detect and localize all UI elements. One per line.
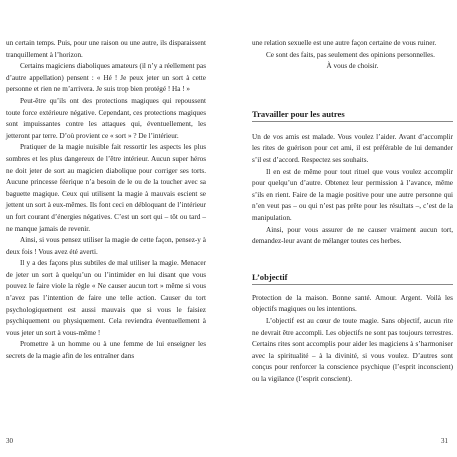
- section-heading: L’objectif: [252, 271, 288, 282]
- page-number-left: 30: [6, 437, 13, 445]
- paragraph: L’objectif est au cœur de toute magie. Sans objectif, aucun rite ne devrait être accompli. Les objectifs ne sont pas toujours terrestres. Certains rites sont accomplis pour aider les magiciens à s’harmoniser avec la spiritualité – à la divinité, si vous voulez. D’autres sont conçus pour renforcer la conscience psychique (l’esprit inconscient) ou la vigilance (l’esprit conscient).: [252, 316, 453, 383]
- left-page: [6, 38, 206, 363]
- section-heading: Travailler pour les autres: [252, 108, 345, 119]
- paragraph: Il y a des façons plus subtiles de mal utiliser la magie. Menacer de jeter un sort à quelqu’un ou l’intimider en lui disant que vous pouvez le faire viole la règle « Ne causer aucun tort » même si vous n’avez pas l’intention de faire une telle action. Causer du tort psychologiquement est aussi mauvais que si vous le faisiez psychiquement ou physiquement. Cela reviendra éventuellement à vous jeter un sort à vous-même !: [6, 259, 206, 337]
- paragraph: Ce sont des faits, pas seulement des opinions personnelles.: [266, 50, 435, 59]
- paragraph: une relation sexuelle est une autre façon certaine de vous ruiner.: [252, 39, 437, 47]
- paragraph: un certain temps. Puis, pour une raison ou une autre, ils disparaissent tranquillement à l’horizon.: [6, 39, 206, 59]
- paragraph: Pratiquer de la magie nuisible fait ressortir les aspects les plus sombres et les plus dangereux de l’être intérieur. Aucun super héros ne doit jeter de sort au magicien diabolique pour corriger ses torts. Aucune princesse féerique n’a besoin de le ou de la toucher avec sa baguette magique. Ceux qui utilisent la magie à mauvais escient se jettent un sort à eux-mêmes. Ils font ceci en débloquant de l’intérieur un fort courant d’énergies négatives. C’est un sort qui – tôt ou tard – ne manque jamais de revenir.: [6, 143, 206, 233]
- paragraph: Promettre à un homme ou à une femme de lui enseigner les secrets de la magie afin de les entraîner dans: [6, 340, 206, 361]
- paragraph: Il en est de même pour tout rituel que vous voulez accomplir pour quelqu’un d’autre. Obtenez leur permission à l’avance, même s’ils en rient. Faire de la magie positive pour une autre personne qui n’en veut pas – ou qui n’est pas prête pour les résultats –, c’est de la manipulation.: [252, 167, 453, 222]
- paragraph: Ainsi, si vous pensez utiliser la magie de cette façon, pensez-y à deux fois ! Vous avez été averti.: [6, 236, 206, 256]
- page-number-right: 31: [441, 437, 448, 445]
- paragraph: À vous de choisir.: [326, 62, 379, 71]
- paragraph: Peut-être qu’ils ont des protections magiques qui repoussent toute force extérieure négative. Cependant, ces protections magiques sont impuissantes contre les attaques qui, éventuellement, les jetteront par terre. D’où provient ce « sort » ? De l’intérieur.: [6, 96, 206, 140]
- paragraph: Un de vos amis est malade. Vous voulez l’aider. Avant d’accomplir les rites de guérison pour cet ami, il est préférable de lui demander s’il est d’accord. Respectez ses souhaits.: [252, 132, 453, 164]
- paragraph: Protection de la maison. Bonne santé. Amour. Argent. Voilà les objectifs magiques ou les intentions.: [252, 293, 453, 314]
- right-page: [252, 38, 453, 385]
- paragraph: Ainsi, pour vous assurer de ne causer vraiment aucun tort, demandez-leur avant de mélanger toutes ces herbes.: [252, 225, 453, 246]
- paragraph: Certains magiciens diaboliques amateurs (il n’y a réellement pas d’autre appellation) pensent : « Hé ! Je peux jeter un sort à cette personne et rien ne m’arrivera. Je suis trop bien protégé ! Ha ! »: [6, 62, 206, 94]
